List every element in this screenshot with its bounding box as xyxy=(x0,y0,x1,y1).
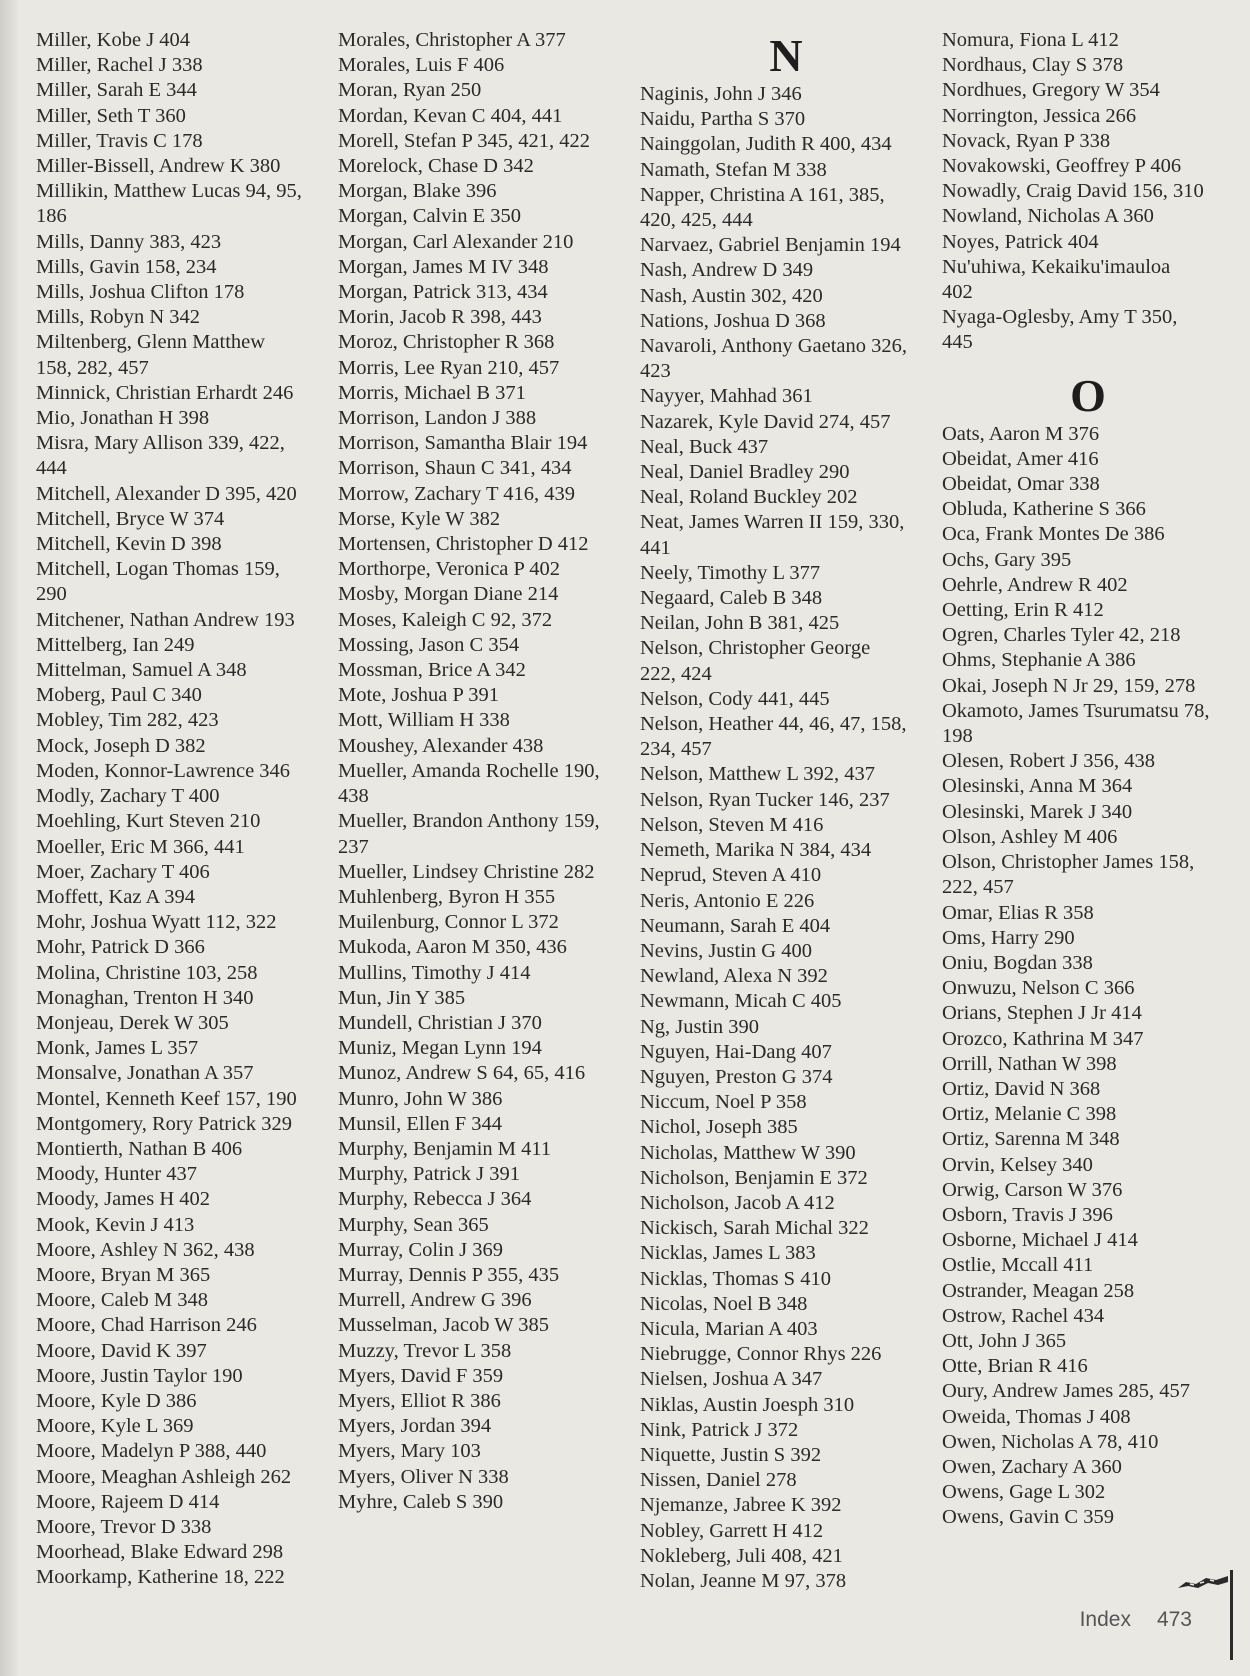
index-entry: 438 xyxy=(338,785,369,808)
index-entry: Ortiz, Melanie C 398 xyxy=(942,1103,1117,1126)
page-number: 473 xyxy=(1156,1608,1192,1631)
index-entry: Neprud, Steven A 410 xyxy=(640,864,822,887)
index-entry: Niebrugge, Connor Rhys 226 xyxy=(640,1343,882,1366)
index-entry: Naidu, Partha S 370 xyxy=(640,108,806,131)
index-entry: Morgan, Calvin E 350 xyxy=(338,205,521,228)
index-entry: Minnick, Christian Erhardt 246 xyxy=(36,381,294,404)
index-entry: Nevins, Justin G 400 xyxy=(640,939,812,962)
index-entry: Mio, Jonathan H 398 xyxy=(36,407,210,430)
index-entry: Namath, Stefan M 338 xyxy=(640,158,827,181)
index-entry: Owens, Gage L 302 xyxy=(942,1481,1106,1504)
index-entry: Moody, James H 402 xyxy=(36,1188,211,1211)
index-entry: Mitchell, Alexander D 395, 420 xyxy=(36,482,297,505)
index-entry: Mills, Danny 383, 423 xyxy=(36,230,222,253)
index-entry: Moore, Madelyn P 388, 440 xyxy=(36,1440,267,1463)
index-entry: Nelson, Cody 441, 445 xyxy=(640,687,830,710)
index-entry: Moden, Konnor-Lawrence 346 xyxy=(36,759,291,782)
index-entry: Neal, Daniel Bradley 290 xyxy=(640,461,850,484)
index-entry: Mittelberg, Ian 249 xyxy=(36,633,195,656)
index-entry: Mote, Joshua P 391 xyxy=(338,684,499,707)
index-entry: Nicholson, Jacob A 412 xyxy=(640,1191,835,1214)
index-entry: Monjeau, Derek W 305 xyxy=(36,1011,229,1034)
index-entry: Nordhues, Gregory W 354 xyxy=(942,79,1160,102)
index-entry: Mohr, Joshua Wyatt 112, 322 xyxy=(36,911,277,934)
index-entry: Moeller, Eric M 366, 441 xyxy=(36,835,245,858)
index-entry: Myers, Oliver N 338 xyxy=(338,1465,509,1488)
section-letter-n: N xyxy=(769,30,803,81)
index-entry: Oweida, Thomas J 408 xyxy=(942,1405,1131,1428)
index-entry: Olesen, Robert J 356, 438 xyxy=(942,750,1155,773)
index-entry: Nguyen, Hai-Dang 407 xyxy=(640,1040,832,1063)
index-column-3 xyxy=(640,28,932,1594)
index-entry: Nu'uhiwa, Kekaiku'imauloa xyxy=(942,255,1171,278)
index-entry: Murray, Dennis P 355, 435 xyxy=(338,1263,560,1286)
index-entry: Orians, Stephen J Jr 414 xyxy=(942,1002,1142,1025)
index-entry: Okamoto, James Tsurumatsu 78, xyxy=(942,699,1210,722)
index-entry: Miller, Kobe J 404 xyxy=(36,29,191,51)
index-entry: Nicklas, James L 383 xyxy=(640,1242,816,1265)
index-entry: Nissen, Daniel 278 xyxy=(640,1469,797,1492)
index-entry: Owens, Gavin C 359 xyxy=(942,1506,1114,1529)
index-entry: Muhlenberg, Byron H 355 xyxy=(338,885,556,908)
index-entry: Mills, Gavin 158, 234 xyxy=(36,255,217,278)
index-entry: Myers, David F 359 xyxy=(338,1364,504,1387)
index-entry: Nyaga-Oglesby, Amy T 350, xyxy=(942,306,1178,329)
index-entry: Misra, Mary Allison 339, 422, xyxy=(36,432,285,455)
index-entry: Miller-Bissell, Andrew K 380 xyxy=(36,155,281,178)
index-entry: Ostrander, Meagan 258 xyxy=(942,1279,1135,1302)
index-entry: Nelson, Christopher George xyxy=(640,637,871,660)
index-entry: Mook, Kevin J 413 xyxy=(36,1213,195,1236)
index-entry: Nemeth, Marika N 384, 434 xyxy=(640,839,872,862)
index-entry: Newland, Alexa N 392 xyxy=(640,965,828,988)
index-entry: Mukoda, Aaron M 350, 436 xyxy=(338,936,567,959)
index-entry: Montel, Kenneth Keef 157, 190 xyxy=(36,1087,297,1110)
index-entry: Olesinski, Anna M 364 xyxy=(942,775,1133,798)
index-entry: Nicklas, Thomas S 410 xyxy=(640,1267,831,1290)
index-entry: Morrow, Zachary T 416, 439 xyxy=(338,482,576,505)
index-entry: Morris, Lee Ryan 210, 457 xyxy=(338,356,560,379)
index-entry: Nelson, Heather 44, 46, 47, 158, xyxy=(640,713,907,736)
index-entry: Moore, Ashley N 362, 438 xyxy=(36,1238,255,1261)
index-entry: Moorhead, Blake Edward 298 xyxy=(36,1541,284,1564)
index-entry: Mills, Robyn N 342 xyxy=(36,306,201,329)
index-entry: Moffett, Kaz A 394 xyxy=(36,885,196,908)
index-entry: Nainggolan, Judith R 400, 434 xyxy=(640,133,892,156)
index-entry: Moran, Ryan 250 xyxy=(338,79,482,102)
index-list xyxy=(942,28,1234,356)
index-entry: Morrison, Shaun C 341, 434 xyxy=(338,457,572,480)
page-edge-bar xyxy=(1230,1570,1233,1660)
index-entry: Niklas, Austin Joesph 310 xyxy=(640,1393,855,1416)
index-entry: Oca, Frank Montes De 386 xyxy=(942,523,1165,546)
index-entry: Moore, Bryan M 365 xyxy=(36,1263,211,1286)
index-entry: Nelson, Steven M 416 xyxy=(640,813,824,836)
index-entry: Newmann, Micah C 405 xyxy=(640,990,842,1013)
index-entry: Monaghan, Trenton H 340 xyxy=(36,986,254,1009)
index-entry: 234, 457 xyxy=(640,738,712,761)
index-entry: Mittelman, Samuel A 348 xyxy=(36,659,247,682)
index-entry: Olesinski, Marek J 340 xyxy=(942,800,1133,823)
index-entry: Miller, Seth T 360 xyxy=(36,104,186,127)
index-entry: Omar, Elias R 358 xyxy=(942,901,1094,924)
index-entry: Murphy, Benjamin M 411 xyxy=(338,1137,552,1160)
index-entry: Mortensen, Christopher D 412 xyxy=(338,533,589,556)
index-entry: Morrison, Samantha Blair 194 xyxy=(338,432,588,455)
index-entry: Mordan, Kevan C 404, 441 xyxy=(338,104,563,127)
index-entry: Ohms, Stephanie A 386 xyxy=(942,649,1136,672)
index-entry: Molina, Christine 103, 258 xyxy=(36,961,258,984)
index-entry: Nomura, Fiona L 412 xyxy=(942,29,1119,51)
index-entry: Moody, Hunter 437 xyxy=(36,1163,197,1186)
index-entry: Modly, Zachary T 400 xyxy=(36,785,220,808)
index-entry: Novakowski, Geoffrey P 406 xyxy=(942,155,1182,178)
index-entry: Obluda, Katherine S 366 xyxy=(942,498,1146,521)
index-entry: Muzzy, Trevor L 358 xyxy=(338,1339,512,1362)
index-entry: Myers, Elliot R 386 xyxy=(338,1389,501,1412)
index-entry: Neat, James Warren II 159, 330, xyxy=(640,511,905,534)
index-entry: Mitchell, Bryce W 374 xyxy=(36,507,225,530)
index-entry: Morgan, Blake 396 xyxy=(338,180,497,203)
index-entry: Nokleberg, Juli 408, 421 xyxy=(640,1544,843,1567)
index-entry: Ng, Justin 390 xyxy=(640,1015,760,1038)
index-entry: Niccum, Noel P 358 xyxy=(640,1091,807,1114)
index-entry: Mun, Jin Y 385 xyxy=(338,986,466,1009)
index-entry: Owen, Zachary A 360 xyxy=(942,1455,1122,1478)
index-entry: 445 xyxy=(942,331,973,354)
index-entry: Montierth, Nathan B 406 xyxy=(36,1137,243,1160)
index-entry: Neal, Buck 437 xyxy=(640,435,769,458)
index-entry: Novack, Ryan P 338 xyxy=(942,129,1111,152)
index-entry: 444 xyxy=(36,457,67,480)
index-entry: Otte, Brian R 416 xyxy=(942,1355,1088,1378)
index-list xyxy=(640,82,932,1594)
index-entry: 402 xyxy=(942,281,973,304)
index-entry: Munoz, Andrew S 64, 65, 416 xyxy=(338,1062,586,1085)
index-entry: Nelson, Matthew L 392, 437 xyxy=(640,763,875,786)
index-entry: Nink, Patrick J 372 xyxy=(640,1418,799,1441)
index-entry: Miller, Travis C 178 xyxy=(36,129,203,152)
index-entry: Moore, Justin Taylor 190 xyxy=(36,1364,243,1387)
index-entry: Nazarek, Kyle David 274, 457 xyxy=(640,410,891,433)
index-entry: Musselman, Jacob W 385 xyxy=(338,1314,550,1337)
index-entry: Orozco, Kathrina M 347 xyxy=(942,1027,1144,1050)
index-entry: Mundell, Christian J 370 xyxy=(338,1011,542,1034)
index-entry: Narvaez, Gabriel Benjamin 194 xyxy=(640,234,901,257)
index-entry: Nguyen, Preston G 374 xyxy=(640,1065,833,1088)
index-entry: Moore, Kyle L 369 xyxy=(36,1415,194,1438)
index-entry: 222, 457 xyxy=(942,876,1014,899)
index-entry: Muilenburg, Connor L 372 xyxy=(338,911,559,934)
index-entry: Nobley, Garrett H 412 xyxy=(640,1519,824,1542)
index-entry: Nowadly, Craig David 156, 310 xyxy=(942,180,1204,203)
index-entry: Napper, Christina A 161, 385, xyxy=(640,183,885,206)
index-entry: Mock, Joseph D 382 xyxy=(36,734,206,757)
index-entry: Ortiz, Sarenna M 348 xyxy=(942,1128,1120,1151)
index-entry: Moore, Trevor D 338 xyxy=(36,1515,212,1538)
index-entry: Okai, Joseph N Jr 29, 159, 278 xyxy=(942,674,1196,697)
index-entry: Montgomery, Rory Patrick 329 xyxy=(36,1112,293,1135)
index-entry: Mosby, Morgan Diane 214 xyxy=(338,583,559,606)
index-entry: Onwuzu, Nelson C 366 xyxy=(942,977,1135,1000)
index-entry: Navaroli, Anthony Gaetano 326, xyxy=(640,335,908,358)
index-entry: Oats, Aaron M 376 xyxy=(942,422,1100,445)
index-entry: Nolan, Jeanne M 97, 378 xyxy=(640,1569,847,1592)
index-entry: Neal, Roland Buckley 202 xyxy=(640,486,858,509)
index-entry: Oniu, Bogdan 338 xyxy=(942,951,1093,974)
index-entry: Moses, Kaleigh C 92, 372 xyxy=(338,608,553,631)
index-entry: Morgan, James M IV 348 xyxy=(338,255,549,278)
index-entry: Mitchell, Logan Thomas 159, xyxy=(36,558,280,581)
index-entry: Moore, Chad Harrison 246 xyxy=(36,1314,257,1337)
index-entry: Ortiz, David N 368 xyxy=(942,1077,1101,1100)
index-entry: Morgan, Carl Alexander 210 xyxy=(338,230,574,253)
index-entry: Neilan, John B 381, 425 xyxy=(640,612,840,635)
index-entry: Morin, Jacob R 398, 443 xyxy=(338,306,542,329)
flag-icon xyxy=(1176,1574,1230,1592)
index-entry: Nash, Austin 302, 420 xyxy=(640,284,823,307)
index-entry: Moore, Caleb M 348 xyxy=(36,1289,208,1312)
index-entry: Norrington, Jessica 266 xyxy=(942,104,1137,127)
index-entry: Ostrow, Rachel 434 xyxy=(942,1304,1105,1327)
index-entry: Obeidat, Amer 416 xyxy=(942,447,1099,470)
index-entry: Nelson, Ryan Tucker 146, 237 xyxy=(640,788,890,811)
index-entry: Miltenberg, Glenn Matthew xyxy=(36,331,266,354)
index-entry: Nickisch, Sarah Michal 322 xyxy=(640,1217,869,1240)
index-entry: Oetting, Erin R 412 xyxy=(942,599,1104,622)
footer-section-label: Index xyxy=(1079,1608,1131,1631)
index-entry: Osborne, Michael J 414 xyxy=(942,1229,1138,1252)
index-entry: Ogren, Charles Tyler 42, 218 xyxy=(942,624,1181,647)
index-entry: Mills, Joshua Clifton 178 xyxy=(36,281,245,304)
index-entry: 237 xyxy=(338,835,369,858)
index-entry: Murphy, Rebecca J 364 xyxy=(338,1188,532,1211)
index-entry: Morelock, Chase D 342 xyxy=(338,155,534,178)
index-entry: Murphy, Patrick J 391 xyxy=(338,1163,521,1186)
index-entry: Negaard, Caleb B 348 xyxy=(640,587,823,610)
index-entry: Ochs, Gary 395 xyxy=(942,548,1072,571)
index-entry: Mossman, Brice A 342 xyxy=(338,659,526,682)
index-entry: Neris, Antonio E 226 xyxy=(640,889,815,912)
index-entry: Moroz, Christopher R 368 xyxy=(338,331,555,354)
index-entry: Monsalve, Jonathan A 357 xyxy=(36,1062,254,1085)
index-entry: Myers, Jordan 394 xyxy=(338,1415,492,1438)
index-entry: 198 xyxy=(942,725,973,748)
index-entry: Osborn, Travis J 396 xyxy=(942,1203,1113,1226)
index-entry: Mitchell, Kevin D 398 xyxy=(36,533,222,556)
index-entry: Neumann, Sarah E 404 xyxy=(640,914,831,937)
index-entry: Orvin, Kelsey 340 xyxy=(942,1153,1093,1176)
index-entry: Monk, James L 357 xyxy=(36,1037,199,1060)
index-entry: 290 xyxy=(36,583,67,606)
index-entry: Muniz, Megan Lynn 194 xyxy=(338,1037,542,1060)
index-entry: Moore, Meaghan Ashleigh 262 xyxy=(36,1465,292,1488)
index-entry: Owen, Nicholas A 78, 410 xyxy=(942,1430,1159,1453)
index-entry: Morales, Luis F 406 xyxy=(338,54,505,77)
index-entry: Murrell, Andrew G 396 xyxy=(338,1289,532,1312)
index-entry: Moberg, Paul C 340 xyxy=(36,684,202,707)
index-entry: Noyes, Patrick 404 xyxy=(942,230,1099,253)
index-entry: Munsil, Ellen F 344 xyxy=(338,1112,503,1135)
index-entry: Naginis, John J 346 xyxy=(640,83,802,105)
index-entry: 186 xyxy=(36,205,67,228)
index-entry: Oury, Andrew James 285, 457 xyxy=(942,1380,1191,1403)
index-entry: Moore, Kyle D 386 xyxy=(36,1389,197,1412)
index-entry: Olson, Ashley M 406 xyxy=(942,825,1118,848)
index-entry: 441 xyxy=(640,536,671,559)
index-column-2 xyxy=(338,28,630,1515)
index-entry: Moore, David K 397 xyxy=(36,1339,207,1362)
index-entry: Ostlie, Mccall 411 xyxy=(942,1254,1094,1277)
index-entry: Miller, Sarah E 344 xyxy=(36,79,197,102)
index-entry: Niquette, Justin S 392 xyxy=(640,1443,822,1466)
index-entry: Moer, Zachary T 406 xyxy=(36,860,210,883)
index-entry: Nicolas, Noel B 348 xyxy=(640,1292,808,1315)
index-entry: Morales, Christopher A 377 xyxy=(338,29,566,51)
page-binding-edge xyxy=(0,0,18,1676)
index-entry: Nichol, Joseph 385 xyxy=(640,1116,798,1139)
index-entry: Moore, Rajeem D 414 xyxy=(36,1490,220,1513)
index-entry: Millikin, Matthew Lucas 94, 95, xyxy=(36,180,302,203)
index-entry: Mohr, Patrick D 366 xyxy=(36,936,205,959)
index-entry: Orwig, Carson W 376 xyxy=(942,1178,1123,1201)
index-entry: Morris, Michael B 371 xyxy=(338,381,526,404)
index-entry: Ott, John J 365 xyxy=(942,1329,1067,1352)
index-entry: Morrison, Landon J 388 xyxy=(338,407,537,430)
index-entry: Mott, William H 338 xyxy=(338,709,510,732)
index-entry: Morell, Stefan P 345, 421, 422 xyxy=(338,129,591,152)
index-entry: Morgan, Patrick 313, 434 xyxy=(338,281,548,304)
index-entry: Oms, Harry 290 xyxy=(942,926,1075,949)
index-entry: Mitchener, Nathan Andrew 193 xyxy=(36,608,295,631)
index-entry: Nayyer, Mahhad 361 xyxy=(640,385,813,408)
index-entry: 222, 424 xyxy=(640,662,712,685)
index-entry: Neely, Timothy L 377 xyxy=(640,561,821,584)
index-entry: Mueller, Brandon Anthony 159, xyxy=(338,810,600,833)
index-entry: 158, 282, 457 xyxy=(36,356,149,379)
index-entry: Oehrle, Andrew R 402 xyxy=(942,573,1128,596)
index-entry: Morthorpe, Veronica P 402 xyxy=(338,558,561,581)
index-entry: Moushey, Alexander 438 xyxy=(338,734,544,757)
index-entry: Nations, Joshua D 368 xyxy=(640,309,826,332)
page-footer xyxy=(1080,1608,1192,1632)
index-entry: Nielsen, Joshua A 347 xyxy=(640,1368,823,1391)
index-entry: Mullins, Timothy J 414 xyxy=(338,961,531,984)
index-entry: Miller, Rachel J 338 xyxy=(36,54,203,77)
index-entry: Murphy, Sean 365 xyxy=(338,1213,489,1236)
index-entry: Murray, Colin J 369 xyxy=(338,1238,503,1261)
index-entry: Mueller, Lindsey Christine 282 xyxy=(338,860,595,883)
index-entry: 420, 425, 444 xyxy=(640,209,753,232)
index-entry: Obeidat, Omar 338 xyxy=(942,473,1100,496)
index-entry: Myhre, Caleb S 390 xyxy=(338,1490,504,1513)
index-entry: Nowland, Nicholas A 360 xyxy=(942,205,1154,228)
index-entry: Olson, Christopher James 158, xyxy=(942,851,1195,874)
index-entry: Nordhaus, Clay S 378 xyxy=(942,54,1124,77)
index-entry: Mobley, Tim 282, 423 xyxy=(36,709,219,732)
index-entry: Nicholson, Benjamin E 372 xyxy=(640,1166,868,1189)
index-entry: Nicula, Marian A 403 xyxy=(640,1317,818,1340)
index-entry: Moehling, Kurt Steven 210 xyxy=(36,810,261,833)
index-entry: Mossing, Jason C 354 xyxy=(338,633,520,656)
section-letter-o: O xyxy=(1070,369,1106,421)
index-entry: Munro, John W 386 xyxy=(338,1087,503,1110)
index-entry: Moorkamp, Katherine 18, 222 xyxy=(36,1566,285,1589)
index-column-1 xyxy=(36,28,328,1591)
index-entry: Myers, Mary 103 xyxy=(338,1440,481,1463)
index-entry: Orrill, Nathan W 398 xyxy=(942,1052,1117,1075)
index-entry: Mueller, Amanda Rochelle 190, xyxy=(338,759,600,782)
index-entry: Morse, Kyle W 382 xyxy=(338,507,501,530)
index-list xyxy=(942,422,1234,1531)
index-entry: Nicholas, Matthew W 390 xyxy=(640,1141,856,1164)
index-entry: Njemanze, Jabree K 392 xyxy=(640,1494,842,1517)
index-entry: 423 xyxy=(640,360,671,383)
index-entry: Nash, Andrew D 349 xyxy=(640,259,814,282)
index-column-4 xyxy=(942,28,1234,1531)
